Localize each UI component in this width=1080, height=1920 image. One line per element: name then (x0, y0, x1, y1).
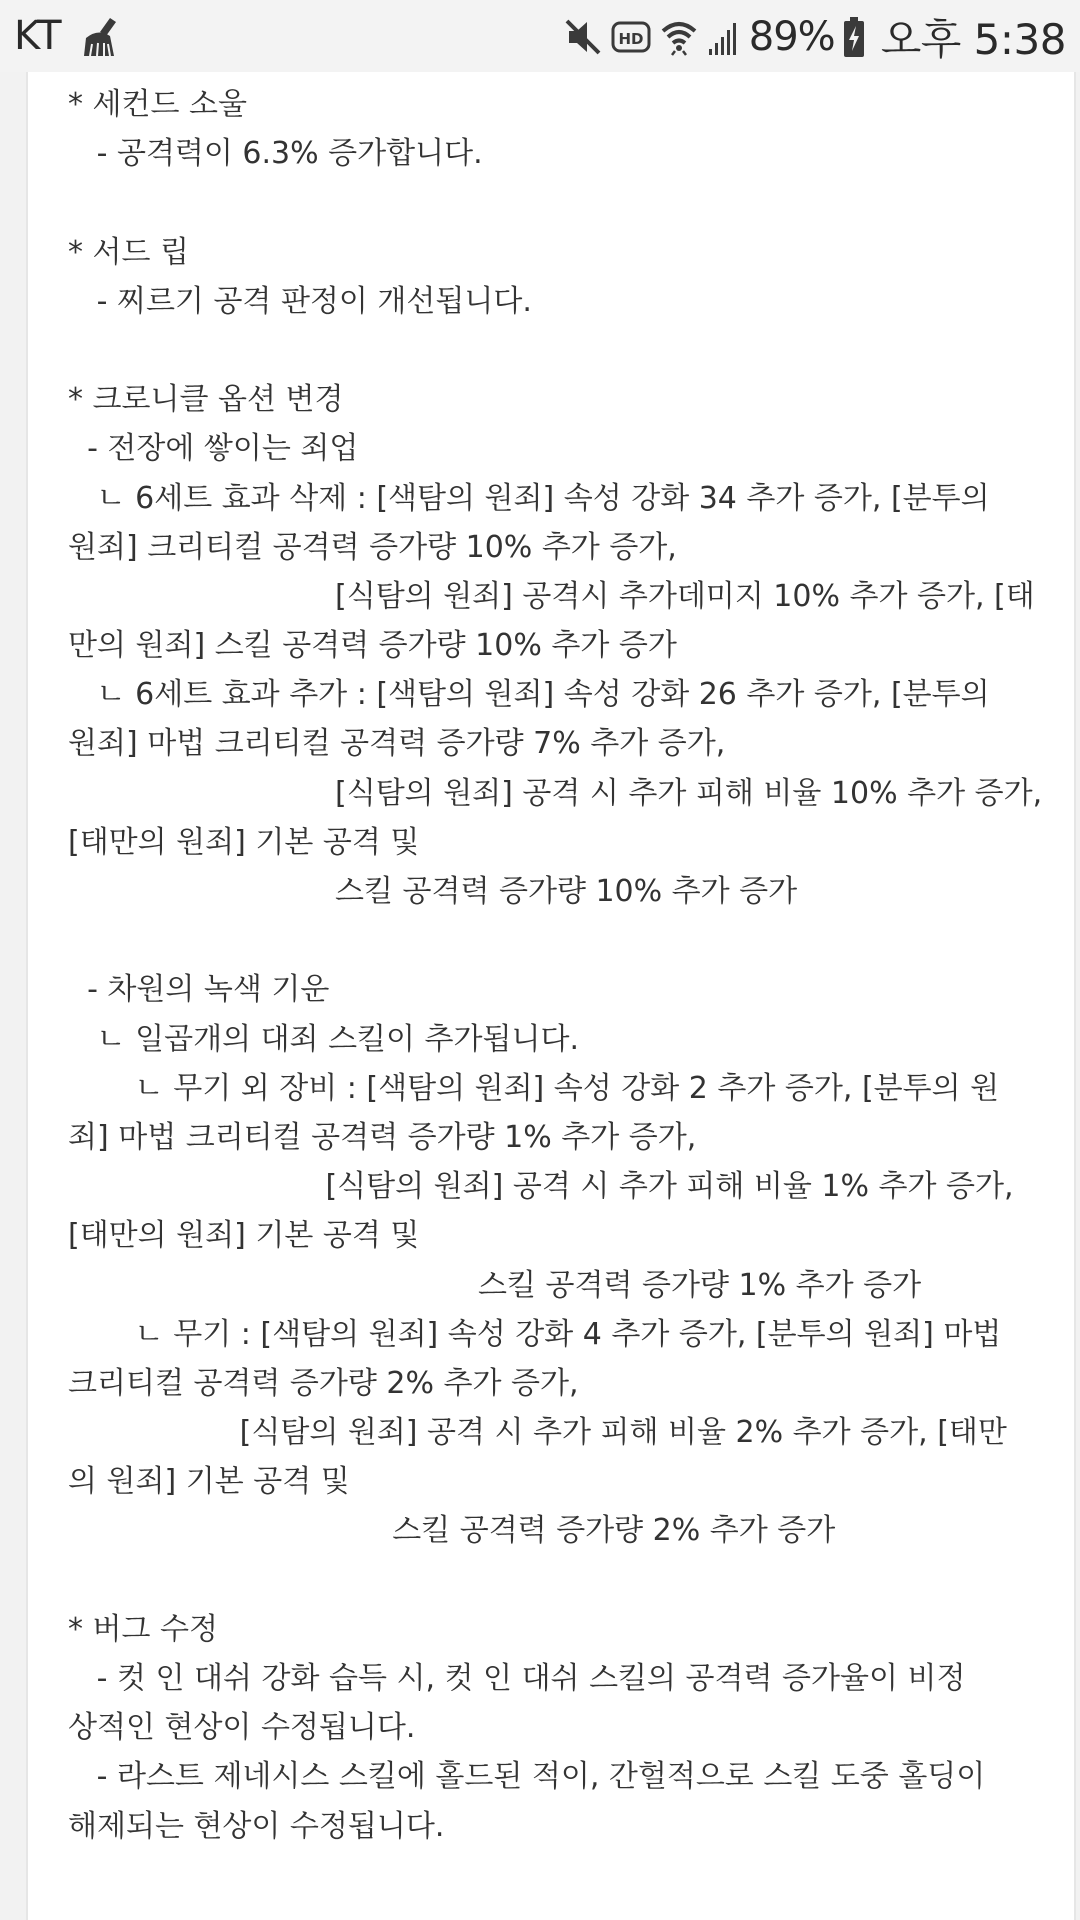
text-line: - 라스트 제네시스 스킬에 홀드된 적이, 간헐적으로 스킬 도중 홀딩이 (68, 1759, 986, 1795)
text-line: 죄] 마법 크리티컬 공격력 증가량 1% 추가 증가, (68, 1119, 697, 1155)
article-panel (26, 72, 1076, 1920)
text-line: [태만의 원죄] 기본 공격 및 (68, 824, 420, 860)
text-line: * 서드 립 (68, 234, 190, 270)
text-line: 스킬 공격력 증가량 2% 추가 증가 (68, 1513, 836, 1549)
text-line: 원죄] 마법 크리티컬 공격력 증가량 7% 추가 증가, (68, 726, 726, 762)
text-line (68, 178, 1048, 227)
text-line: 상적인 현상이 수정됩니다. (68, 1710, 416, 1746)
text-line: ㄴ 무기 외 장비 : [색탐의 원죄] 속성 강화 2 추가 증가, [분투의 원 (68, 1070, 1000, 1106)
text-line: - 컷 인 대쉬 강화 습득 시, 컷 인 대쉬 스킬의 공격력 증가율이 비정 (68, 1661, 966, 1696)
carrier-label: KT (14, 13, 62, 59)
text-line (68, 326, 1048, 375)
text-line: 원죄] 크리티컬 공격력 증가량 10% 추가 증가, (68, 529, 677, 565)
text-line: * 크로니클 옵션 변경 (68, 382, 344, 418)
text-line: - 찌르기 공격 판정이 개선됩니다. (68, 283, 532, 319)
text-line: ㄴ 일곱개의 대죄 스킬이 추가됩니다. (68, 1021, 579, 1057)
text-line: 해제되는 현상이 수정됩니다. (68, 1808, 445, 1844)
text-line: - 차원의 녹색 기운 (68, 972, 330, 1008)
clock: 오후 5:38 (880, 15, 1066, 64)
text-line: [식탐의 원죄] 공격 시 추가 피해 비율 2% 추가 증가, [태만 (68, 1415, 1007, 1451)
text-line: [식탐의 원죄] 공격시 추가데미지 10% 추가 증가, [태 (68, 578, 1035, 614)
text-line: 스킬 공격력 증가량 1% 추가 증가 (68, 1267, 922, 1303)
text-line: [식탐의 원죄] 공격 시 추가 피해 비율 1% 추가 증가, (68, 1169, 1014, 1205)
wifi-icon (659, 17, 699, 57)
mute-icon (565, 17, 603, 57)
text-line: ㄴ 6세트 효과 삭제 : [색탐의 원죄] 속성 강화 34 추가 증가, [분투의 (68, 480, 990, 516)
text-line: * 세컨드 소울 (68, 87, 247, 122)
svg-text:HD: HD (618, 30, 644, 48)
text-line: 스킬 공격력 증가량 10% 추가 증가 (68, 874, 798, 909)
text-line: 의 원죄] 기본 공격 및 (68, 1464, 350, 1500)
text-line: - 전장에 쌓이는 죄업 (68, 431, 359, 467)
text-line: [식탐의 원죄] 공격 시 추가 피해 비율 10% 추가 증가, (68, 775, 1043, 811)
text-line: 크리티컬 공격력 증가량 2% 추가 증가, (68, 1365, 579, 1401)
battery-percent: 89% (748, 14, 835, 60)
text-line: [태만의 원죄] 기본 공격 및 (68, 1218, 420, 1254)
status-icons (565, 10, 1066, 64)
text-line: 만의 원죄] 스킬 공격력 증가량 10% 추가 증가 (68, 628, 677, 664)
text-line: ㄴ 무기 : [색탐의 원죄] 속성 강화 4 추가 증가, [분투의 원죄] 마법 (68, 1316, 1002, 1352)
status-bar (0, 0, 1080, 72)
broom-icon (80, 16, 124, 58)
text-line: * 버그 수정 (68, 1611, 218, 1647)
signal-icon (707, 17, 741, 57)
text-line (68, 1556, 1048, 1605)
hd-icon (611, 20, 651, 54)
battery-charging-icon (843, 16, 865, 58)
text-line: ㄴ 6세트 효과 추가 : [색탐의 원죄] 속성 강화 26 추가 증가, [분투의 (68, 677, 990, 713)
article-body (68, 80, 1048, 1851)
text-line (68, 916, 1048, 965)
text-line: - 공격력이 6.3% 증가합니다. (68, 136, 483, 172)
